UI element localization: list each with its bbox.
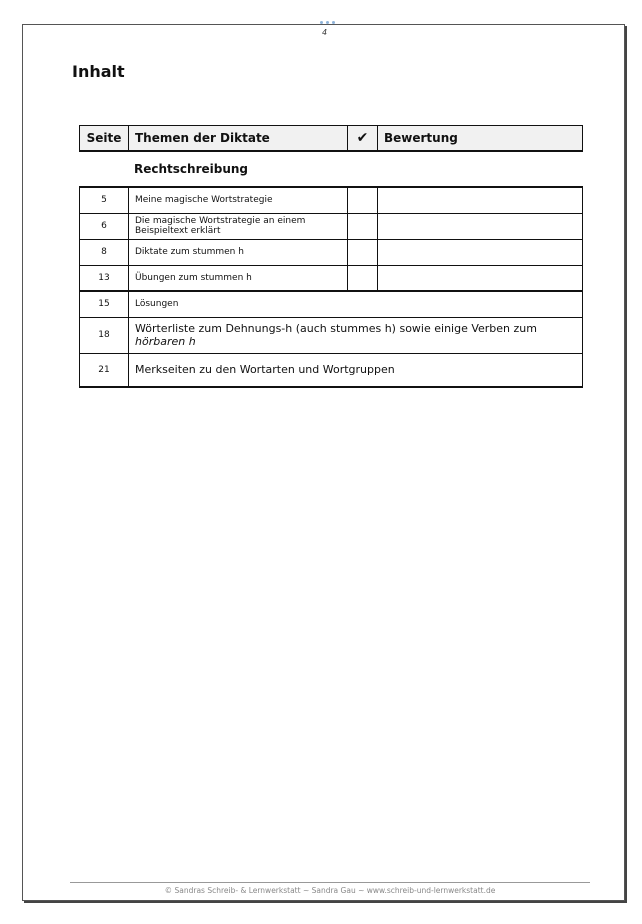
topic-table — [79, 186, 583, 292]
row-check-cell — [348, 265, 378, 291]
row-page: 8 — [80, 239, 129, 265]
footer-divider — [70, 882, 590, 883]
page-title: Inhalt — [72, 62, 125, 81]
page-number: 4 — [322, 28, 328, 37]
row-page: 15 — [80, 291, 129, 317]
row-page: 13 — [80, 265, 129, 291]
table-row — [80, 317, 583, 353]
row-topic: Merkseiten zu den Wortarten und Wortgruppen — [129, 353, 583, 387]
header-seite: Seite — [80, 126, 129, 152]
table-row — [80, 187, 583, 213]
row-topic — [129, 317, 583, 353]
row-check-cell — [348, 239, 378, 265]
table-row — [80, 239, 583, 265]
section-title: Rechtschreibung — [134, 162, 249, 176]
row-topic: Lösungen — [129, 291, 583, 317]
row-topic-text: Wörterliste zum Dehnungs-h (auch stummes h) sowie einige Verben zum — [135, 322, 537, 335]
table-header — [79, 125, 583, 152]
table-row — [80, 353, 583, 387]
row-topic: Diktate zum stummen h — [129, 239, 348, 265]
page-indicator-dots — [320, 21, 335, 24]
row-rating-cell — [378, 239, 583, 265]
header-bewertung: Bewertung — [378, 126, 583, 152]
table-row — [80, 291, 583, 317]
row-topic-italic: hörbaren h — [135, 335, 196, 348]
footer-text: © Sandras Schreib- & Lernwerkstatt ~ Sandra Gau ~ www.schreib-und-lernwerkstatt.de — [164, 886, 496, 895]
row-rating-cell — [378, 213, 583, 239]
table-row — [80, 265, 583, 291]
row-topic: Die magische Wortstrategie an einem Beispieltext erklärt — [129, 213, 348, 239]
row-check-cell — [348, 213, 378, 239]
row-rating-cell — [378, 265, 583, 291]
table-row — [80, 213, 583, 239]
row-topic: Übungen zum stummen h — [129, 265, 348, 291]
row-page: 18 — [80, 317, 129, 353]
row-page: 21 — [80, 353, 129, 387]
extra-table — [79, 290, 583, 388]
row-topic: Meine magische Wortstrategie — [129, 187, 348, 213]
row-page: 6 — [80, 213, 129, 239]
row-page: 5 — [80, 187, 129, 213]
row-rating-cell — [378, 187, 583, 213]
header-themen: Themen der Diktate — [129, 126, 348, 152]
row-check-cell — [348, 187, 378, 213]
document-page — [22, 24, 625, 901]
checkmark-icon: ✔ — [348, 126, 378, 152]
